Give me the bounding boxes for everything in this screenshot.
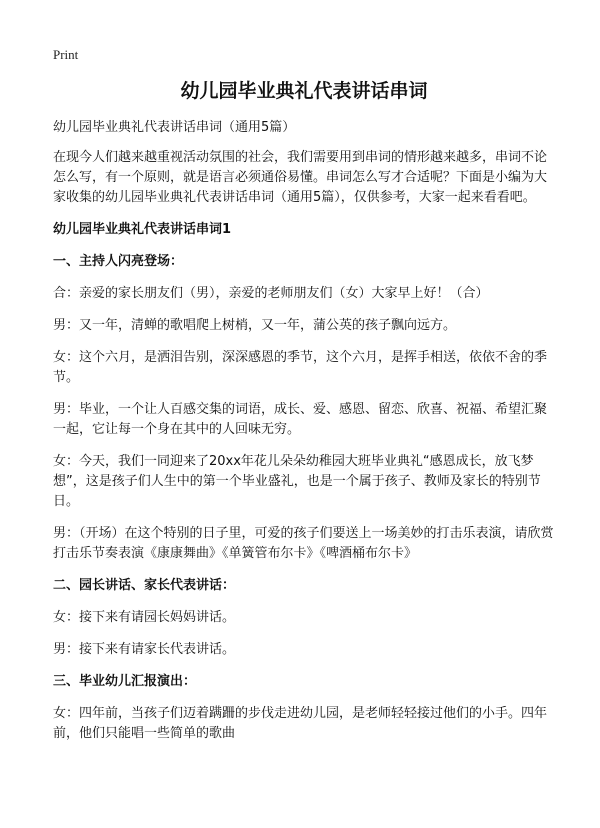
dialogue-line: 女：这个六月，是洒泪告别，深深感恩的季节，这个六月，是挥手相送，依依不舍的季节。 [53,350,548,385]
section-heading: 幼儿园毕业典礼代表讲话串词1 [53,222,232,237]
page-title: 幼儿园毕业典礼代表讲话串词 [180,80,428,102]
part-heading-2: 二、园长讲话、家长代表讲话： [53,578,236,593]
dialogue-line: 男：毕业，一个让人百感交集的词语，成长、爱、感恩、留恋、欣喜、祝福、希望汇聚一起，它让每一个身在其中的人回味无穷。 [53,402,548,437]
part-heading-3: 三、毕业幼儿汇报演出： [53,674,197,689]
dialogue-line: 男：又一年，清蝉的歌唱爬上树梢，又一年，蒲公英的孩子飘向远方。 [53,318,457,333]
dialogue-line: 女：四年前，当孩子们迈着蹒跚的步伐走进幼儿园，是老师轻轻接过他们的小手。四年前，他们只能唱一些简单的歌曲 [53,706,548,741]
dialogue-line: 合：亲爱的家长朋友们（男），亲爱的老师朋友们（女）大家早上好！（合） [53,286,489,301]
dialogue-line: 女：今天，我们一同迎来了20xx年花儿朵朵幼稚园大班毕业典礼“感恩成长，放飞梦想”，这是孩子们人生中的第一个毕业盛礼，也是一个属于孩子、教师及家长的特别节日。 [53,454,541,509]
dialogue-line: 女：接下来有请园长妈妈讲话。 [53,610,236,625]
document-subtitle: 幼儿园毕业典礼代表讲话串词（通用5篇） [53,120,296,135]
print-link[interactable]: Print [53,47,79,62]
document-body [53,78,555,756]
dialogue-line: 男：接下来有请家长代表讲话。 [53,642,236,657]
dialogue-line: 男：（开场）在这个特别的日子里，可爱的孩子们要送上一场美妙的打击乐表演，请欣赏打击乐节奏表演《康康舞曲》《单簧管布尔卡》《啤酒桶布尔卡》 [53,526,554,561]
intro-paragraph: 在现今人们越来越重视活动氛围的社会，我们需要用到串词的情形越来越多，串词不论怎么写，有一个原则，就是语言必须通俗易懂。串词怎么写才合适呢？下面是小编为大家收集的幼儿园毕业典礼代表讲话串词（通用5篇），仅供参考，大家一起来看看吧。 [53,150,548,205]
part-heading-1: 一、主持人闪亮登场： [53,254,184,269]
